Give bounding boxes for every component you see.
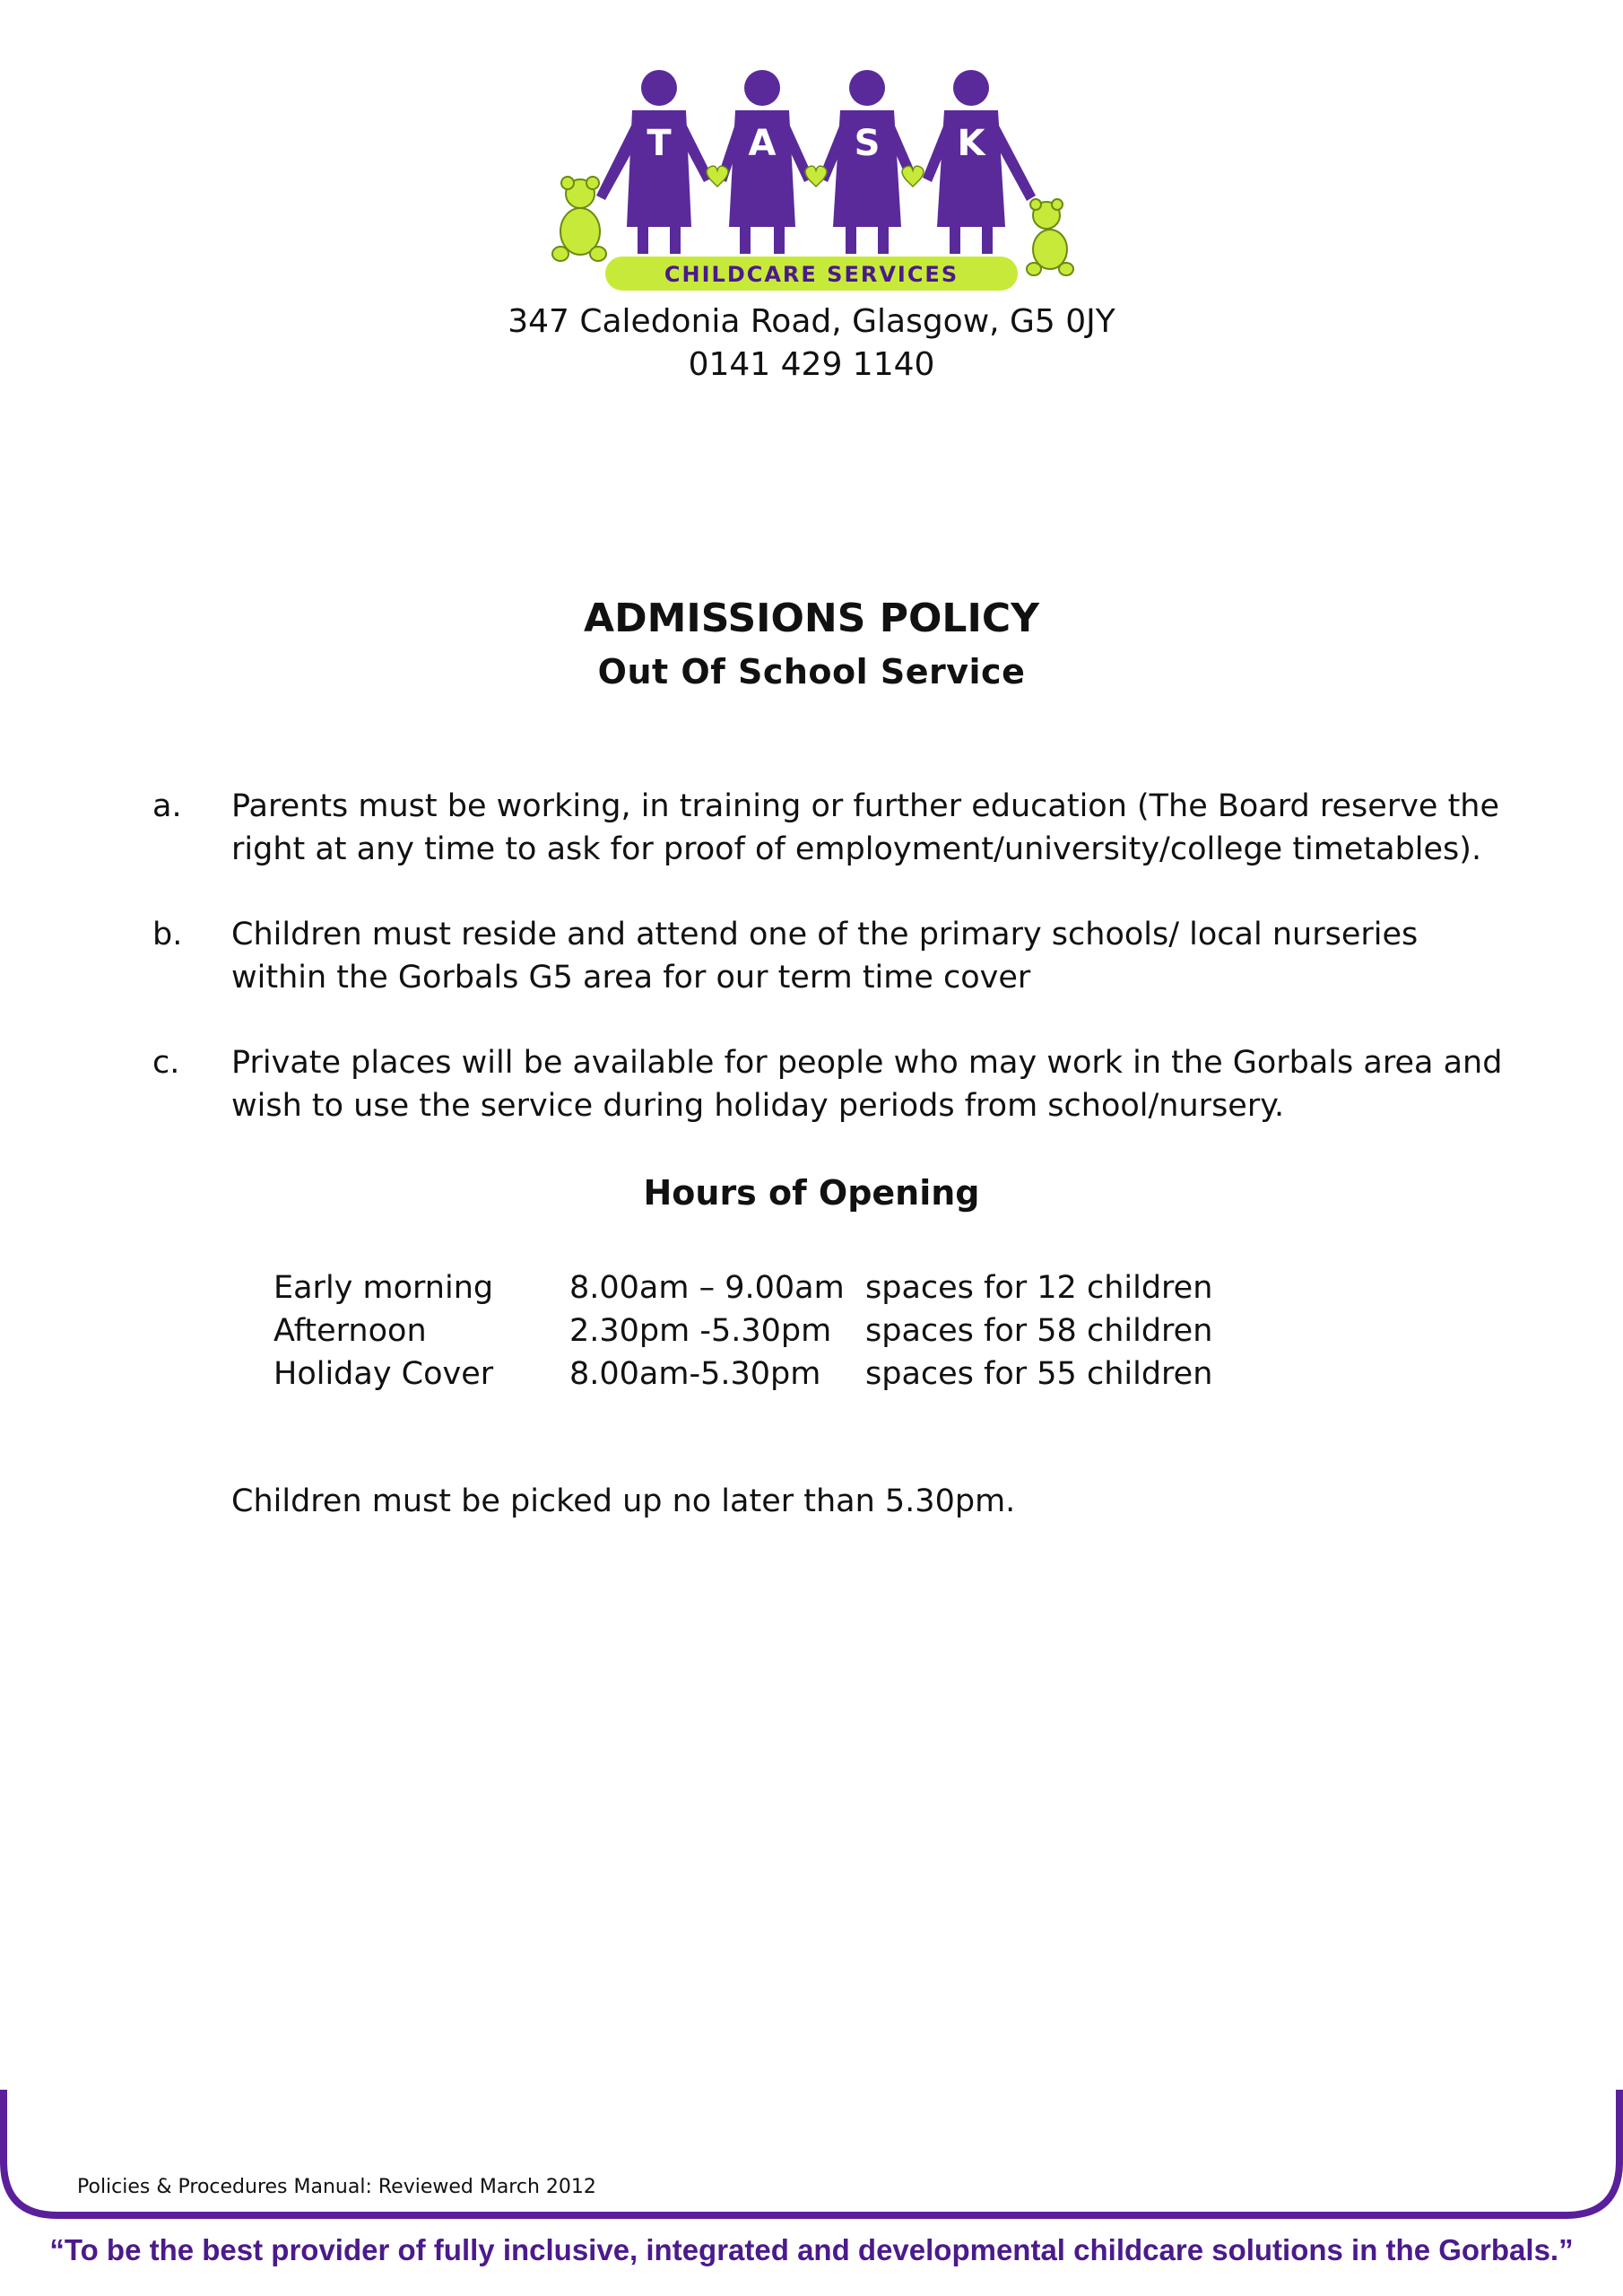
logo-banner-text: CHILDCARE SERVICES <box>664 262 959 287</box>
time-cell: 2.30pm -5.30pm <box>569 1313 832 1349</box>
list-marker: a. <box>152 788 182 824</box>
list-item <box>152 785 1515 871</box>
list-item <box>152 913 1515 999</box>
table-row <box>273 1309 1242 1352</box>
session-cell: Early morning <box>273 1270 494 1306</box>
list-marker: b. <box>152 917 183 952</box>
heart-icon <box>707 166 728 187</box>
logo-letter-k: K <box>957 123 985 164</box>
time-cell: 8.00am-5.30pm <box>569 1356 821 1392</box>
heart-icon <box>805 166 827 187</box>
address-line: 347 Caledonia Road, Glasgow, G5 0JY <box>508 303 1115 340</box>
list-item-text: Private places will be available for people who may work in the Gorbals area and wish to use the service during holiday periods from school/nursery. <box>231 1045 1503 1124</box>
teddy-bear-right-icon <box>1027 199 1073 275</box>
list-item-text: Children must reside and attend one of the primary schools/ local nurseries within the Gorbals G5 area for our term time cover <box>231 917 1419 996</box>
time-cell: 8.00am – 9.00am <box>569 1270 845 1306</box>
hours-heading: Hours of Opening <box>643 1173 980 1213</box>
page-title: ADMISSIONS POLICY <box>584 596 1039 641</box>
task-logo <box>534 61 1089 303</box>
spaces-cell: spaces for 58 children <box>865 1313 1213 1349</box>
mission-tagline: “To be the best provider of fully inclusive, integrated and developmental childcare solutions in the Gorbals.” <box>49 2233 1574 2266</box>
heart-icon <box>902 166 924 187</box>
table-row <box>273 1266 1242 1309</box>
spaces-cell: spaces for 55 children <box>865 1356 1213 1392</box>
teddy-bear-left-icon <box>552 177 606 261</box>
phone-number: 0141 429 1140 <box>688 346 935 383</box>
spaces-cell: spaces for 12 children <box>865 1270 1213 1306</box>
session-cell: Holiday Cover <box>273 1356 494 1392</box>
list-item <box>152 1041 1515 1127</box>
logo-letter-s: S <box>854 123 881 164</box>
table-row <box>273 1352 1242 1396</box>
session-cell: Afternoon <box>273 1313 427 1349</box>
policy-list <box>152 785 1515 1170</box>
pickup-note: Children must be picked up no later than 5.30pm. <box>231 1483 1016 1519</box>
page-subtitle: Out Of School Service <box>597 652 1026 691</box>
list-marker: c. <box>152 1045 180 1081</box>
address-block <box>0 300 1623 387</box>
hours-table <box>273 1266 1242 1396</box>
logo-letter-a: A <box>748 123 777 164</box>
logo-letter-t: T <box>647 123 672 164</box>
manual-reviewed-note: Policies & Procedures Manual: Reviewed March 2012 <box>77 2176 596 2198</box>
footer-border <box>0 2090 1623 2233</box>
list-item-text: Parents must be working, in training or further education (The Board reserve the right at any time to ask for proof of employment/university/college timetables). <box>231 788 1500 867</box>
